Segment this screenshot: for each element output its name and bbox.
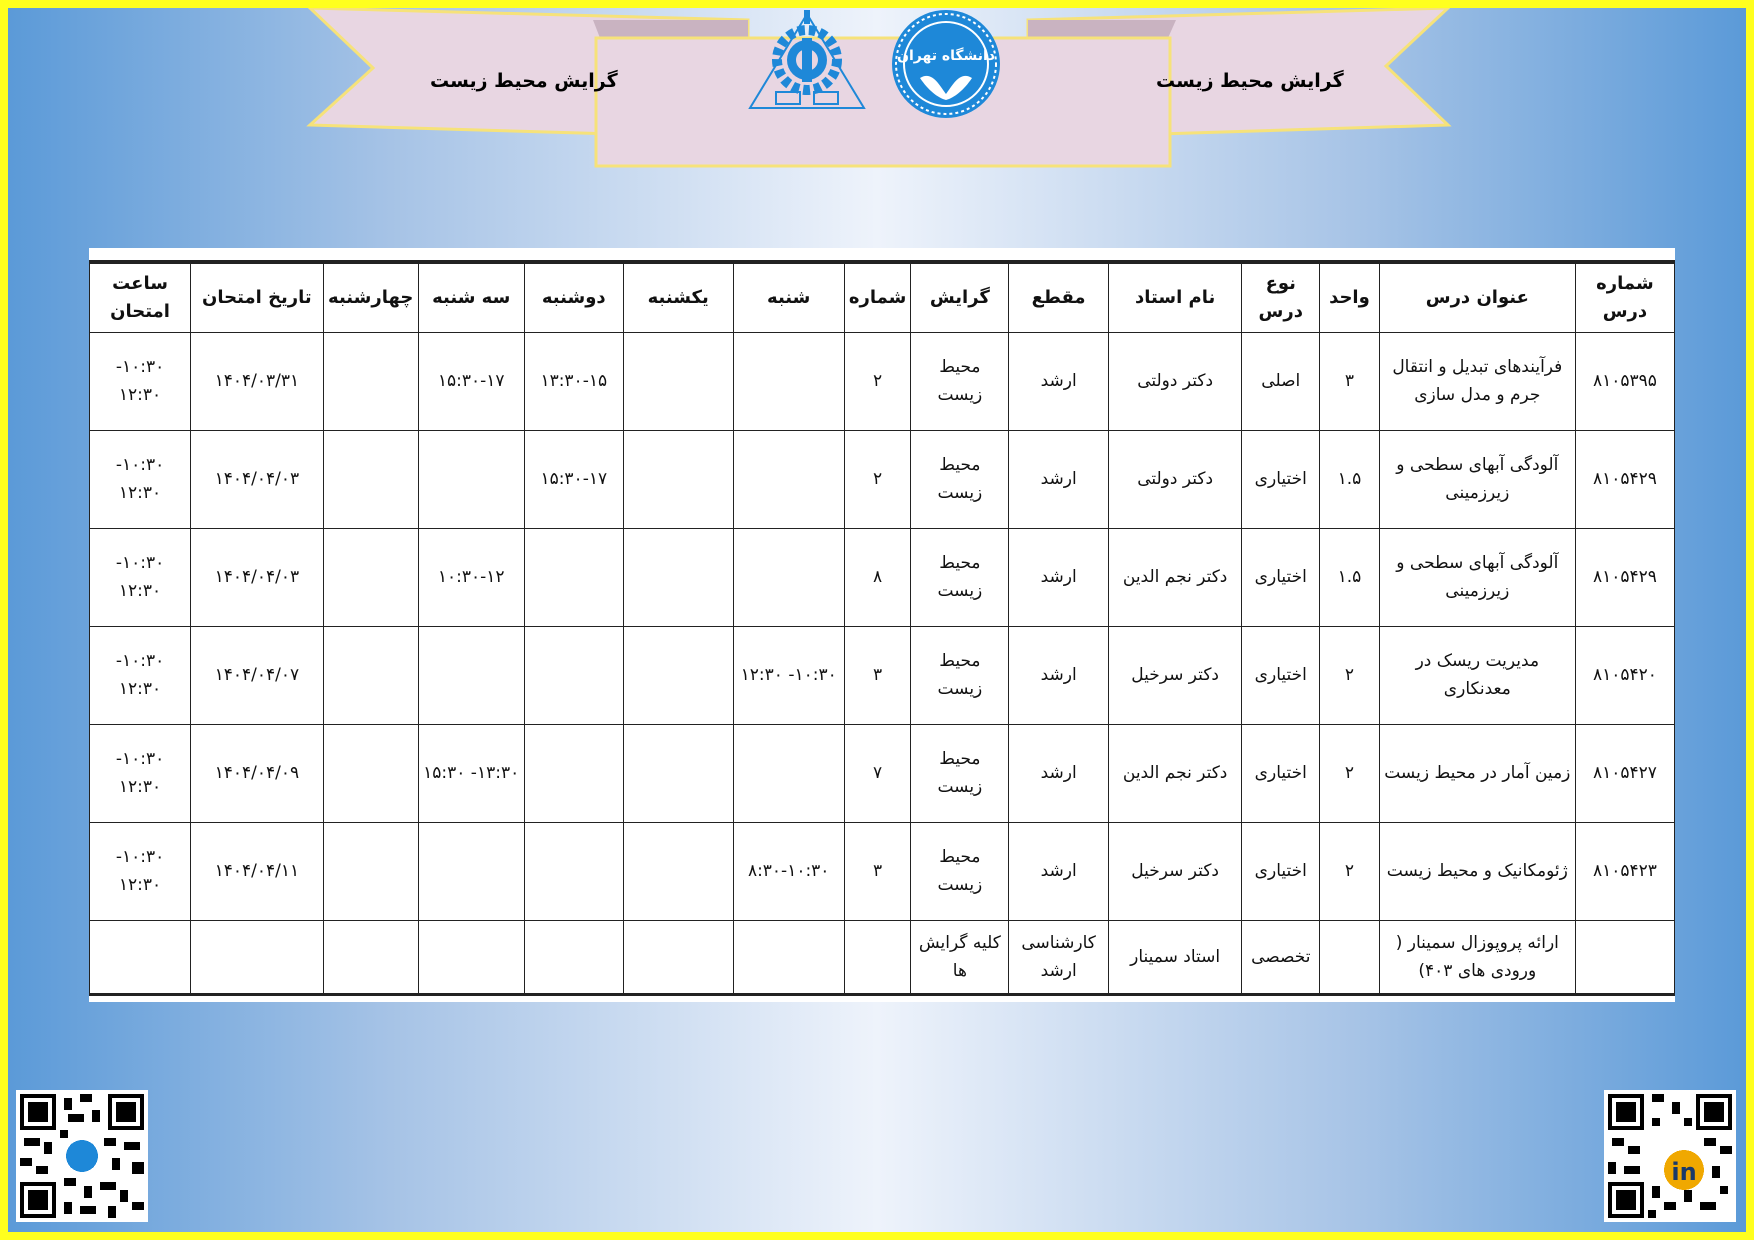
cell-exam-date — [191, 920, 324, 994]
cell-exam-time: ۱۰:۳۰- ۱۲:۳۰ — [90, 724, 191, 822]
header-saturday: شنبه — [733, 262, 844, 332]
cell-section: ۳ — [844, 626, 911, 724]
cell-specialization: محیط زیست — [911, 332, 1009, 430]
table-row — [90, 822, 1675, 920]
cell-instructor: دکتر دولتی — [1108, 332, 1242, 430]
cell-exam-date: ۱۴۰۴/۰۳/۳۱ — [191, 332, 324, 430]
cell-course-type: اختیاری — [1242, 430, 1320, 528]
cell-instructor: استاد سمینار — [1108, 920, 1242, 994]
cell-units: ۳ — [1320, 332, 1380, 430]
cell-section: ۷ — [844, 724, 911, 822]
cell-instructor: دکتر دولتی — [1108, 430, 1242, 528]
cell-wednesday — [323, 626, 418, 724]
cell-specialization: محیط زیست — [911, 724, 1009, 822]
header-wednesday: چهارشنبه — [323, 262, 418, 332]
cell-sunday — [623, 822, 733, 920]
cell-level: ارشد — [1009, 332, 1108, 430]
header-specialization: گرایش — [911, 262, 1009, 332]
cell-saturday — [733, 724, 844, 822]
cell-course-type: اختیاری — [1242, 528, 1320, 626]
cell-specialization: کلیه گرایش ها — [911, 920, 1009, 994]
header-level: مقطع — [1009, 262, 1108, 332]
cell-specialization: محیط زیست — [911, 430, 1009, 528]
banner-title-left: گرایش محیط زیست — [430, 70, 618, 92]
cell-tuesday: ۱۵:۳۰-۱۷ — [418, 332, 524, 430]
cell-course-number: ۸۱۰۵۴۲۳ — [1575, 822, 1674, 920]
cell-sunday — [623, 626, 733, 724]
cell-section — [844, 920, 911, 994]
engineering-faculty-logo — [746, 8, 868, 112]
header-sunday: یکشنبه — [623, 262, 733, 332]
cell-sunday — [623, 724, 733, 822]
header-exam-time: ساعت امتحان — [90, 262, 191, 332]
cell-sunday — [623, 430, 733, 528]
cell-course-number: ۸۱۰۵۴۲۰ — [1575, 626, 1674, 724]
cell-section: ۲ — [844, 430, 911, 528]
cell-exam-time: ۱۰:۳۰- ۱۲:۳۰ — [90, 430, 191, 528]
header-monday: دوشنبه — [524, 262, 623, 332]
cell-instructor: دکتر سرخیل — [1108, 822, 1242, 920]
cell-wednesday — [323, 430, 418, 528]
cell-tuesday — [418, 822, 524, 920]
cell-course-title: زمین آمار در محیط زیست — [1379, 724, 1575, 822]
cell-exam-date: ۱۴۰۴/۰۴/۰۷ — [191, 626, 324, 724]
cell-course-type: اصلی — [1242, 332, 1320, 430]
qr-code[interactable] — [16, 1090, 148, 1222]
cell-section: ۲ — [844, 332, 911, 430]
cell-monday — [524, 724, 623, 822]
cell-tuesday: ۱۰:۳۰-۱۲ — [418, 528, 524, 626]
cell-saturday — [733, 430, 844, 528]
cell-sunday — [623, 332, 733, 430]
cell-specialization: محیط زیست — [911, 822, 1009, 920]
cell-exam-date: ۱۴۰۴/۰۴/۰۹ — [191, 724, 324, 822]
cell-wednesday — [323, 920, 418, 994]
ribbon-graphic — [8, 8, 1746, 188]
cell-saturday — [733, 920, 844, 994]
cell-course-title: فرآیندهای تبدیل و انتقال جرم و مدل سازی — [1379, 332, 1575, 430]
cell-exam-time: ۱۰:۳۰- ۱۲:۳۰ — [90, 332, 191, 430]
header-section: شماره — [844, 262, 911, 332]
course-schedule-table — [89, 260, 1675, 996]
cell-monday: ۱۵:۳۰-۱۷ — [524, 430, 623, 528]
header-tuesday: سه شنبه — [418, 262, 524, 332]
cell-level: ارشد — [1009, 430, 1108, 528]
cell-course-title: مدیریت ریسک در معدنکاری — [1379, 626, 1575, 724]
cell-wednesday — [323, 528, 418, 626]
cell-tuesday — [418, 920, 524, 994]
cell-exam-date: ۱۴۰۴/۰۴/۰۳ — [191, 528, 324, 626]
cell-course-number: ۸۱۰۵۴۲۹ — [1575, 528, 1674, 626]
cell-course-title: ژئومکانیک و محیط زیست — [1379, 822, 1575, 920]
cell-tuesday — [418, 430, 524, 528]
table-row — [90, 626, 1675, 724]
cell-course-title: آلودگی آبهای سطحی و زیرزمینی — [1379, 528, 1575, 626]
cell-exam-date: ۱۴۰۴/۰۴/۱۱ — [191, 822, 324, 920]
cell-course-type: اختیاری — [1242, 724, 1320, 822]
cell-exam-date: ۱۴۰۴/۰۴/۰۳ — [191, 430, 324, 528]
cell-level: کارشناسی ارشد — [1009, 920, 1108, 994]
cell-instructor: دکتر نجم الدین — [1108, 528, 1242, 626]
schedule-table-container — [89, 248, 1675, 1002]
cell-exam-time: ۱۰:۳۰- ۱۲:۳۰ — [90, 528, 191, 626]
cell-tuesday: ۱۳:۳۰- ۱۵:۳۰ — [418, 724, 524, 822]
cell-monday — [524, 626, 623, 724]
linkedin-qr-code[interactable] — [1604, 1090, 1736, 1222]
table-row — [90, 724, 1675, 822]
cell-course-type: تخصصی — [1242, 920, 1320, 994]
cell-saturday: ۱۰:۳۰- ۱۲:۳۰ — [733, 626, 844, 724]
cell-instructor: دکتر سرخیل — [1108, 626, 1242, 724]
cell-course-number: ۸۱۰۵۴۲۹ — [1575, 430, 1674, 528]
header-course-type: نوع درس — [1242, 262, 1320, 332]
cell-course-number — [1575, 920, 1674, 994]
cell-units — [1320, 920, 1380, 994]
university-of-tehran-logo — [890, 8, 1002, 120]
cell-sunday — [623, 920, 733, 994]
header-course-number: شماره درس — [1575, 262, 1674, 332]
cell-section: ۳ — [844, 822, 911, 920]
banner-title-right: گرایش محیط زیست — [1156, 70, 1344, 92]
cell-exam-time: ۱۰:۳۰- ۱۲:۳۰ — [90, 822, 191, 920]
cell-wednesday — [323, 332, 418, 430]
table-row — [90, 528, 1675, 626]
cell-level: ارشد — [1009, 528, 1108, 626]
header-instructor: نام استاد — [1108, 262, 1242, 332]
table-header-row — [90, 262, 1675, 332]
cell-monday: ۱۳:۳۰-۱۵ — [524, 332, 623, 430]
header-exam-date: تاریخ امتحان — [191, 262, 324, 332]
cell-exam-time: ۱۰:۳۰- ۱۲:۳۰ — [90, 626, 191, 724]
cell-course-title: آلودگی آبهای سطحی و زیرزمینی — [1379, 430, 1575, 528]
table-row — [90, 920, 1675, 994]
cell-units: ۲ — [1320, 822, 1380, 920]
cell-units: ۲ — [1320, 626, 1380, 724]
cell-wednesday — [323, 724, 418, 822]
logo-text: دانشگاه تهران — [897, 48, 995, 64]
cell-level: ارشد — [1009, 822, 1108, 920]
header-course-title: عنوان درس — [1379, 262, 1575, 332]
cell-monday — [524, 920, 623, 994]
cell-exam-time — [90, 920, 191, 994]
cell-saturday — [733, 528, 844, 626]
cell-level: ارشد — [1009, 626, 1108, 724]
cell-monday — [524, 528, 623, 626]
cell-section: ۸ — [844, 528, 911, 626]
cell-instructor: دکتر نجم الدین — [1108, 724, 1242, 822]
cell-course-title: ارائه پروپوزال سمینار ( ورودی های ۴۰۳) — [1379, 920, 1575, 994]
cell-course-number: ۸۱۰۵۳۹۵ — [1575, 332, 1674, 430]
cell-tuesday — [418, 626, 524, 724]
cell-units: ۱.۵ — [1320, 528, 1380, 626]
cell-monday — [524, 822, 623, 920]
header-units: واحد — [1320, 262, 1380, 332]
cell-saturday — [733, 332, 844, 430]
cell-specialization: محیط زیست — [911, 626, 1009, 724]
cell-units: ۲ — [1320, 724, 1380, 822]
cell-sunday — [623, 528, 733, 626]
cell-level: ارشد — [1009, 724, 1108, 822]
cell-course-number: ۸۱۰۵۴۲۷ — [1575, 724, 1674, 822]
table-row — [90, 430, 1675, 528]
cell-wednesday — [323, 822, 418, 920]
cell-specialization: محیط زیست — [911, 528, 1009, 626]
cell-course-type: اختیاری — [1242, 822, 1320, 920]
cell-saturday: ۸:۳۰-۱۰:۳۰ — [733, 822, 844, 920]
header-banner — [8, 8, 1746, 188]
table-row — [90, 332, 1675, 430]
cell-units: ۱.۵ — [1320, 430, 1380, 528]
svg-text:in: in — [1671, 1158, 1697, 1186]
cell-course-type: اختیاری — [1242, 626, 1320, 724]
